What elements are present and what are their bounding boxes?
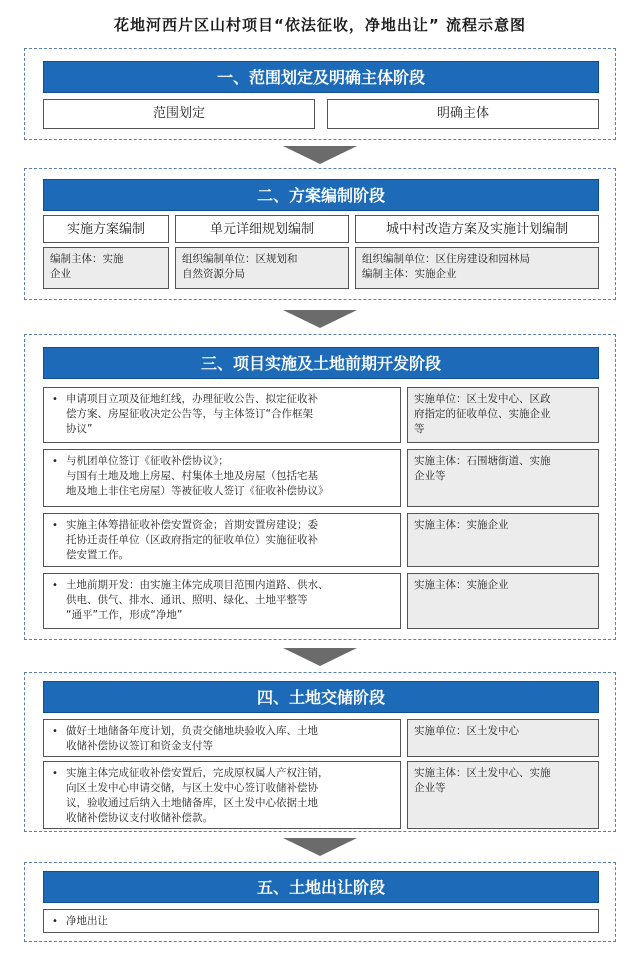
column-header: 单元详细规划编制 [175, 215, 349, 243]
responsible-line: 实施单位：区土发中心、区政 [414, 393, 551, 405]
responsible-line: 等 [414, 423, 425, 435]
responsible-line: 实施单位：区土发中心 [414, 725, 519, 737]
task-line: 与国有土地及地上房屋、村集体土地及房屋（包括宅基 [66, 470, 318, 482]
stage-1-heading: 一、范围划定及明确主体阶段 [43, 61, 599, 93]
task-line: 收储补偿协议支付收储补偿款。 [66, 812, 213, 824]
bullet-icon: • [52, 394, 58, 405]
task-line: 托协迁责任单位（区政府指定的征收单位）实施征收补 [66, 534, 318, 546]
stage-4-heading: 四、土地交储阶段 [43, 681, 599, 713]
responsible-box [407, 387, 599, 443]
responsible-line: 企业等 [414, 470, 446, 482]
note-line: 企业 [50, 268, 71, 280]
bullet-icon: • [52, 520, 58, 531]
task-line: 实施主体筹措征收补偿安置资金；首期安置房建设；委 [66, 519, 318, 531]
responsible-line: 实施主体：区土发中心、实施 [414, 767, 551, 779]
responsible-line: 企业等 [414, 782, 446, 794]
note-line: 自然资源分局 [182, 268, 245, 280]
stage-1 [24, 48, 616, 140]
bullet-icon: • [52, 916, 58, 927]
down-arrow-icon [283, 146, 357, 164]
task-line: 偿方案、房屋征收决定公告等，与主体签订“合作框架 [66, 408, 313, 420]
task-box [43, 909, 599, 933]
note-line: 组织编制单位：区住房建设和园林局 [362, 253, 530, 265]
task-box [43, 573, 401, 629]
task-line: 供电、供气、排水、通讯、照明、绿化、土地平整等 [66, 594, 308, 606]
stage-5 [24, 862, 616, 942]
responsible-box [407, 573, 599, 629]
task-line: 地及地上非住宅房屋）等被征收人签订《征收补偿协议》 [66, 485, 329, 497]
responsible-line: 府指定的征收单位、实施企业 [414, 408, 551, 420]
task-line: 实施主体完成征收补偿安置后，完成原权属人产权注销， [66, 767, 329, 779]
page-title: 花地河西片区山村项目“依法征收，净地出让” 流程示意图 [114, 16, 526, 34]
task-box [43, 761, 401, 829]
bullet-icon: • [52, 580, 58, 591]
task-line: 与机团单位签订《征收补偿协议》； [66, 455, 229, 467]
range-box: 范围划定 [43, 99, 315, 129]
task-box [43, 449, 401, 507]
bullet-icon: • [52, 768, 58, 779]
note-box [355, 247, 599, 289]
down-arrow-icon [283, 648, 357, 666]
note-box [43, 247, 169, 289]
stage-2-heading: 二、方案编制阶段 [43, 179, 599, 211]
task-line: 土地前期开发：由实施主体完成项目范围内道路、供水、 [66, 579, 329, 591]
task-box [43, 719, 401, 757]
down-arrow-icon [283, 838, 357, 856]
note-line: 组织编制单位：区规划和 [182, 253, 298, 265]
responsible-box [407, 761, 599, 829]
task-line: 议，验收通过后纳入土地储备库，区土发中心依据土地 [66, 797, 318, 809]
task-line: 做好土地储备年度计划，负责交储地块验收入库、土地 [66, 725, 318, 737]
bullet-icon: • [52, 726, 58, 737]
note-line: 编制主体：实施企业 [362, 268, 457, 280]
note-line: 编制主体：实施 [50, 253, 124, 265]
responsible-box [407, 449, 599, 507]
responsible-line: 实施主体：石围塘街道、实施 [414, 455, 551, 467]
task-line: 偿安置工作。 [66, 549, 129, 561]
note-box [175, 247, 349, 289]
task-line: 协议” [66, 423, 93, 435]
task-box [43, 387, 401, 443]
stage-2 [24, 168, 616, 300]
stage-3-heading: 三、项目实施及土地前期开发阶段 [43, 347, 599, 379]
responsible-box [407, 513, 599, 567]
task-line: “通平”工作，形成“净地” [66, 609, 183, 621]
task-line: 净地出让 [66, 915, 108, 927]
task-box [43, 513, 401, 567]
column-header: 实施方案编制 [43, 215, 169, 243]
subject-box: 明确主体 [327, 99, 599, 129]
bullet-icon: • [52, 456, 58, 467]
responsible-line: 实施主体：实施企业 [414, 519, 509, 531]
stage-5-heading: 五、土地出让阶段 [43, 871, 599, 903]
task-line: 向区土发中心申请交储，与区土发中心签订收储补偿协 [66, 782, 318, 794]
column-header: 城中村改造方案及实施计划编制 [355, 215, 599, 243]
responsible-line: 实施主体：实施企业 [414, 579, 509, 591]
responsible-box [407, 719, 599, 757]
task-line: 收储补偿协议签订和资金支付等 [66, 740, 213, 752]
down-arrow-icon [283, 310, 357, 328]
stage-3 [24, 334, 616, 640]
stage-4 [24, 672, 616, 832]
task-line: 申请项目立项及征地红线，办理征收公告、拟定征收补 [66, 393, 318, 405]
